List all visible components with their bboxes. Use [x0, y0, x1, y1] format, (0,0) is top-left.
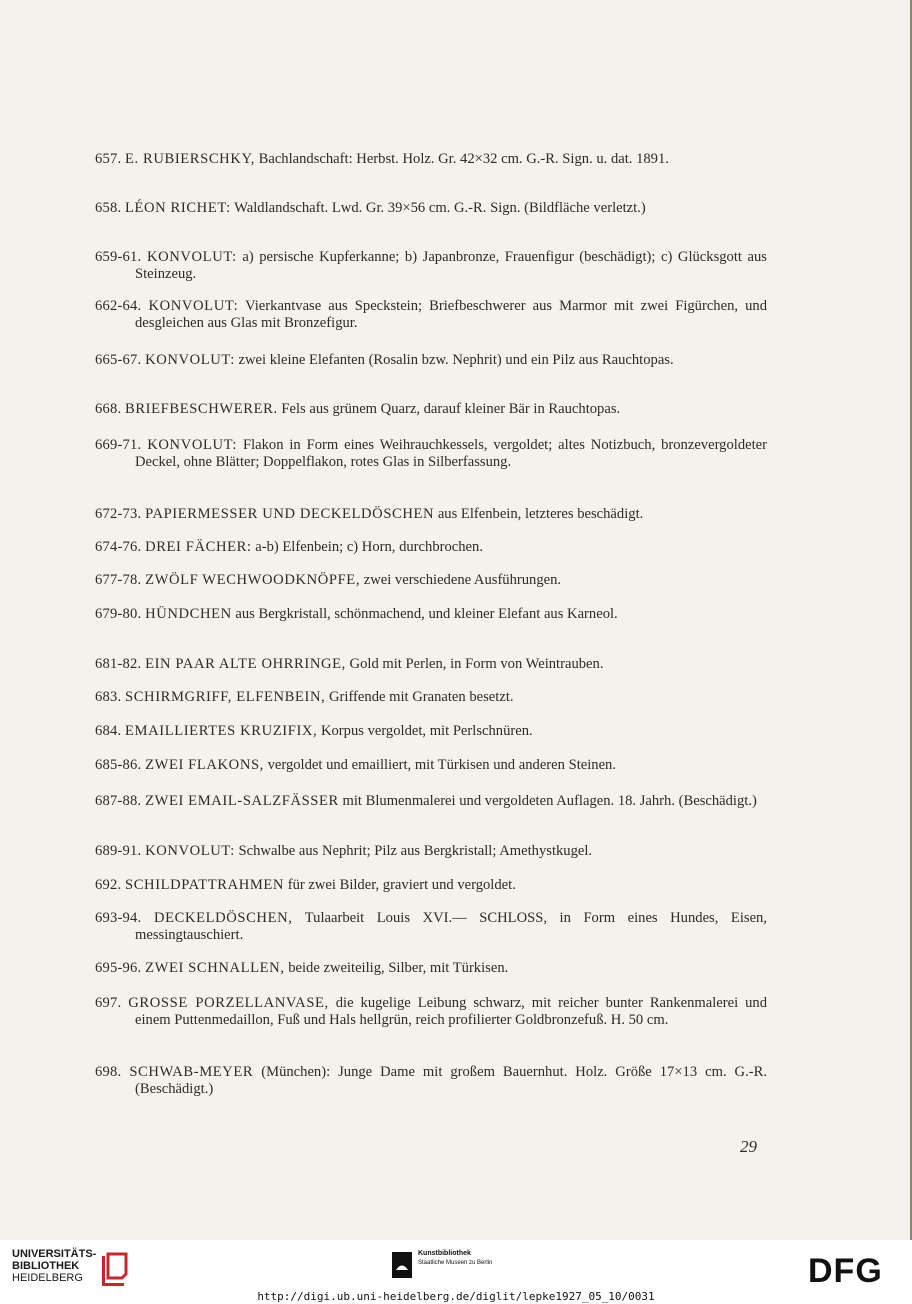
entry-text: vergoldet und emailliert, mit Türkisen und anderen Steinen.: [263, 757, 616, 773]
entry-number: 679-80.: [95, 606, 142, 622]
entry-text: Fels aus grünem Quarz, darauf kleiner Bär in Rauchtopas.: [277, 401, 621, 417]
entry-heading: EMAILLIERTES KRUZIFIX,: [125, 723, 318, 739]
entry-number: 669-71.: [95, 437, 142, 453]
catalog-entry-679-80: [95, 606, 767, 623]
entry-number: 689-91.: [95, 843, 142, 859]
entry-text: Gold mit Perlen, in Form von Weintrauben.: [345, 656, 604, 672]
entry-text: zwei verschiedene Ausführungen.: [360, 572, 562, 588]
catalog-entry-689-91: [95, 843, 767, 860]
catalog-entry-693-94: [95, 910, 767, 944]
kunstbibliothek-subtitle: Staatliche Museen zu Berlin: [418, 1260, 493, 1266]
entry-number: 685-86.: [95, 757, 142, 773]
catalog-entry-683: [95, 689, 767, 706]
entry-number: 693-94.: [95, 910, 142, 926]
library-emblem-icon: [98, 1250, 132, 1290]
catalog-entry-669-71: [95, 437, 767, 471]
entry-text: für zwei Bilder, graviert und vergoldet.: [284, 877, 516, 893]
entry-number: 677-78.: [95, 572, 142, 588]
entry-heading: ZWEI SCHNALLEN,: [145, 960, 285, 976]
catalog-entry-684: [95, 723, 767, 740]
entry-heading: KONVOLUT:: [148, 298, 239, 314]
entry-heading: GROSSE PORZELLANVASE,: [128, 995, 329, 1011]
catalog-entry-668: [95, 401, 767, 418]
entry-heading: KONVOLUT:: [145, 352, 235, 368]
catalog-entry-692: [95, 877, 767, 894]
catalog-entry-659-61: [95, 249, 767, 283]
dfg-logo[interactable]: DFG: [808, 1252, 883, 1290]
entry-number: 698.: [95, 1064, 122, 1080]
uni-logo-line-3: HEIDELBERG: [12, 1272, 83, 1284]
catalog-entry-674-76: [95, 539, 767, 556]
university-library-logo[interactable]: [12, 1248, 132, 1296]
entry-heading: ZWEI EMAIL-SALZFÄSSER: [145, 793, 339, 809]
entry-number: 668.: [95, 401, 122, 417]
entry-heading: DREI FÄCHER:: [145, 539, 252, 555]
page-number: 29: [740, 1137, 757, 1156]
entry-heading: ZWEI FLAKONS,: [145, 757, 264, 773]
catalog-entry-672-73: [95, 506, 767, 523]
entry-text: Korpus vergoldet, mit Perlschnüren.: [317, 723, 533, 739]
entry-heading: HÜNDCHEN: [145, 606, 232, 622]
kunstbibliothek-emblem-icon: [392, 1252, 412, 1278]
kunstbibliothek-name: Kunstbibliothek: [418, 1250, 471, 1257]
entry-heading: SCHIRMGRIFF, ELFENBEIN,: [125, 689, 326, 705]
entry-heading: SCHILDPATTRAHMEN: [125, 877, 285, 893]
catalog-entry-697: [95, 995, 767, 1029]
catalog-entry-687-88: [95, 793, 767, 810]
entry-heading: SCHWAB-MEYER: [129, 1064, 254, 1080]
entry-text: Bachlandschaft: Herbst. Holz. Gr. 42×32 cm. G.-R. Sign. u. dat. 1891.: [254, 151, 669, 167]
entry-number: 665-67.: [95, 352, 142, 368]
entry-heading: LÉON RICHET:: [125, 200, 231, 216]
catalog-entry-681-82: [95, 656, 767, 673]
entry-text: Flakon in Form eines Weihrauchkessels, vergoldet; altes Notizbuch, bronzevergoldeter Deckel, ohne Blätter; Doppelflakon, rotes Glas in Silberfassung.: [135, 437, 767, 470]
entry-text: aus Elfenbein, letzteres beschädigt.: [434, 506, 644, 522]
uni-logo-line-2: BIBLIOTHEK: [12, 1260, 80, 1272]
catalog-entry-665-67: [95, 352, 767, 369]
catalog-entry-698: [95, 1064, 767, 1098]
entry-heading: EIN PAAR ALTE OHRRINGE,: [145, 656, 346, 672]
entry-heading: KONVOLUT:: [147, 437, 238, 453]
entry-number: 659-61.: [95, 249, 142, 265]
entry-number: 683.: [95, 689, 122, 705]
entry-number: 657.: [95, 151, 122, 167]
entry-heading: KONVOLUT:: [145, 843, 235, 859]
entry-heading: BRIEFBESCHWERER.: [125, 401, 278, 417]
entry-heading: PAPIERMESSER UND DECKELDÖSCHEN: [145, 506, 435, 522]
catalog-entry-662-64: [95, 298, 767, 332]
entry-number: 672-73.: [95, 506, 142, 522]
entry-text: Schwalbe aus Nephrit; Pilz aus Bergkristall; Amethystkugel.: [234, 843, 593, 859]
entry-text: mit Blumenmalerei und vergoldeten Auflagen. 18. Jahrh. (Beschädigt.): [338, 793, 757, 809]
entry-text: (München): Junge Dame mit großem Bauernhut. Holz. Größe 17×13 cm. G.-R. (Beschädigt.): [135, 1064, 767, 1097]
entry-heading: KONVOLUT:: [146, 249, 237, 265]
entry-heading: ZWÖLF WECHWOODKNÖPFE,: [145, 572, 361, 588]
entry-heading: E. RUBIERSCHKY,: [125, 151, 255, 167]
entry-text: a-b) Elfenbein; c) Horn, durchbrochen.: [251, 539, 483, 555]
entry-text: zwei kleine Elefanten (Rosalin bzw. Nephrit) und ein Pilz aus Rauchtopas.: [234, 352, 674, 368]
entry-number: 658.: [95, 200, 122, 216]
entry-text: Griffende mit Granaten besetzt.: [325, 689, 514, 705]
catalog-entry-695-96: [95, 960, 767, 977]
entry-number: 697.: [95, 995, 122, 1011]
entry-text: die kugelige Leibung schwarz, mit reicher bunter Rankenmalerei und einem Puttenmedaillon, Fuß und Hals hellgrün, reich profilierter Goldbronzefuß. H. 50 cm.: [135, 995, 767, 1028]
kunstbibliothek-logo[interactable]: [392, 1248, 542, 1288]
entry-text: a) persische Kupferkanne; b) Japanbronze, Frauenfigur (beschädigt); c) Glücksgott aus Steinzeug.: [135, 249, 767, 282]
entry-number: 662-64.: [95, 298, 142, 314]
entry-text: Waldlandschaft. Lwd. Gr. 39×56 cm. G.-R. Sign. (Bildfläche verletzt.): [230, 200, 646, 216]
permalink-url[interactable]: http://digi.ub.uni-heidelberg.de/diglit/lepke1927_05_10/0031: [257, 1290, 655, 1303]
entry-heading: DECKELDÖSCHEN,: [153, 910, 293, 926]
entry-text: aus Bergkristall, schönmachend, und kleiner Elefant aus Karneol.: [231, 606, 618, 622]
entry-number: 692.: [95, 877, 122, 893]
catalog-entry-685-86: [95, 757, 767, 774]
catalog-entry-677-78: [95, 572, 767, 589]
entry-number: 684.: [95, 723, 122, 739]
catalog-entry-658: [95, 200, 767, 217]
catalog-entry-657: [95, 151, 767, 168]
entry-number: 687-88.: [95, 793, 142, 809]
entry-number: 695-96.: [95, 960, 142, 976]
entry-text: beide zweiteilig, Silber, mit Türkisen.: [284, 960, 509, 976]
entry-text: Tulaarbeit Louis XVI.— SCHLOSS, in Form eines Hundes, Eisen, messingtauschiert.: [135, 910, 767, 943]
uni-logo-line-1: UNIVERSITÄTS-: [12, 1248, 97, 1260]
entry-text: Vierkantvase aus Speckstein; Briefbeschwerer aus Marmor mit zwei Figürchen, und desgleichen aus Glas mit Bronzefigur.: [135, 298, 767, 331]
entry-number: 681-82.: [95, 656, 142, 672]
entry-number: 674-76.: [95, 539, 142, 555]
